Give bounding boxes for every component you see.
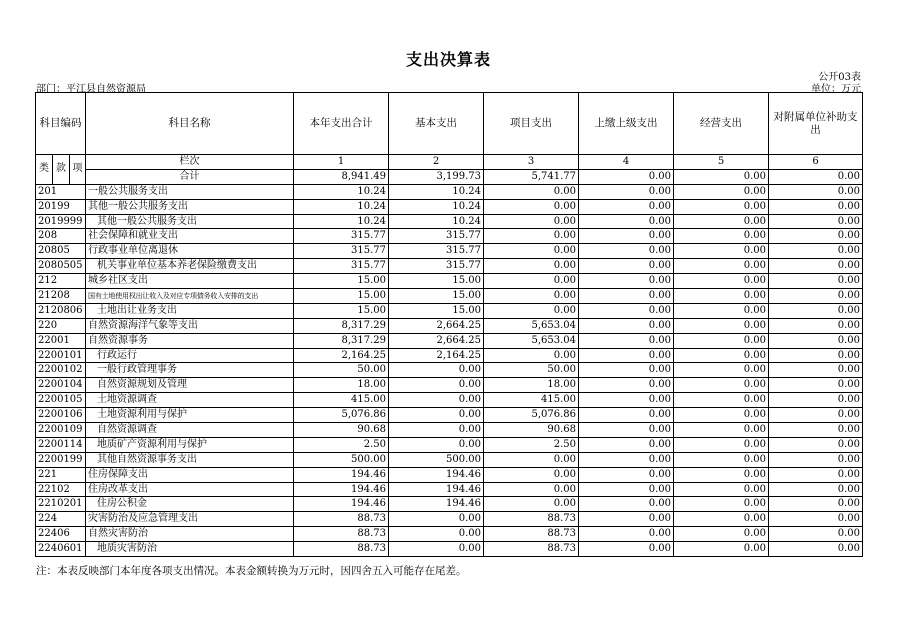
col-number: 5	[674, 155, 769, 170]
amount-cell: 0.00	[484, 452, 579, 467]
col-number: 3	[484, 155, 579, 170]
table-row	[36, 423, 863, 438]
amount-cell: 0.00	[674, 467, 769, 482]
table-row	[36, 348, 863, 363]
amount-cell: 0.00	[579, 184, 674, 199]
table-row	[36, 497, 863, 512]
amount-cell: 0.00	[579, 333, 674, 348]
table-row	[36, 274, 863, 289]
amount-cell: 0.00	[769, 229, 863, 244]
amount-cell: 0.00	[674, 274, 769, 289]
amount-cell: 5,653.04	[484, 333, 579, 348]
table-row	[36, 318, 863, 333]
table-row	[36, 542, 863, 557]
total-value: 5,741.77	[484, 169, 579, 184]
amount-cell: 2.50	[294, 437, 389, 452]
table-row	[36, 184, 863, 199]
amount-cell: 0.00	[389, 527, 484, 542]
amount-cell: 0.00	[579, 423, 674, 438]
subject-code: 201	[36, 184, 86, 199]
amount-cell: 0.00	[674, 482, 769, 497]
subject-code: 20805	[36, 244, 86, 259]
subject-code: 220	[36, 318, 86, 333]
subject-name: 一般公共服务支出	[86, 184, 294, 199]
amount-cell: 0.00	[674, 289, 769, 304]
table-row	[36, 512, 863, 527]
amount-cell: 0.00	[674, 363, 769, 378]
amount-cell: 15.00	[294, 289, 389, 304]
amount-cell: 0.00	[769, 244, 863, 259]
amount-cell: 5,653.04	[484, 318, 579, 333]
subject-name: 自然资源调查	[86, 423, 294, 438]
amount-cell: 315.77	[389, 229, 484, 244]
amount-cell: 2,164.25	[389, 348, 484, 363]
col-number: 1	[294, 155, 389, 170]
amount-cell: 315.77	[389, 244, 484, 259]
amount-cell: 0.00	[579, 542, 674, 557]
table-row	[36, 393, 863, 408]
amount-cell: 0.00	[389, 393, 484, 408]
amount-cell: 0.00	[674, 527, 769, 542]
subject-name: 地质灾害防治	[86, 542, 294, 557]
amount-cell: 0.00	[389, 512, 484, 527]
subject-code: 2200102	[36, 363, 86, 378]
table-row	[36, 482, 863, 497]
amount-cell: 0.00	[484, 259, 579, 274]
amount-cell: 10.24	[294, 184, 389, 199]
amount-cell: 0.00	[769, 452, 863, 467]
subject-name: 其他一般公共服务支出	[86, 199, 294, 214]
amount-cell: 0.00	[674, 184, 769, 199]
amount-cell: 0.00	[769, 333, 863, 348]
amount-cell: 5,076.86	[484, 408, 579, 423]
total-value: 0.00	[769, 169, 863, 184]
table-row	[36, 303, 863, 318]
amount-cell: 88.73	[484, 512, 579, 527]
subject-code: 2200109	[36, 423, 86, 438]
subject-name: 住房公积金	[86, 497, 294, 512]
amount-cell: 0.00	[579, 318, 674, 333]
amount-cell: 0.00	[769, 318, 863, 333]
unit-label: 单位：万元	[811, 84, 861, 95]
table-row	[36, 214, 863, 229]
amount-cell: 50.00	[294, 363, 389, 378]
amount-cell: 0.00	[674, 244, 769, 259]
amount-cell: 0.00	[769, 378, 863, 393]
amount-cell: 0.00	[769, 274, 863, 289]
amount-cell: 15.00	[389, 274, 484, 289]
total-value: 0.00	[579, 169, 674, 184]
table-row	[36, 408, 863, 423]
amount-cell: 0.00	[674, 452, 769, 467]
total-label: 合计	[86, 169, 294, 184]
amount-cell: 0.00	[389, 408, 484, 423]
subject-code: 2200104	[36, 378, 86, 393]
subject-code: 2240601	[36, 542, 86, 557]
amount-cell: 315.77	[389, 259, 484, 274]
amount-cell: 0.00	[484, 289, 579, 304]
amount-cell: 0.00	[769, 184, 863, 199]
amount-cell: 5,076.86	[294, 408, 389, 423]
subject-code: 2080505	[36, 259, 86, 274]
total-value: 0.00	[674, 169, 769, 184]
subject-name: 住房改革支出	[86, 482, 294, 497]
subject-code: 21208	[36, 289, 86, 304]
amount-cell: 10.24	[389, 214, 484, 229]
amount-cell: 0.00	[769, 527, 863, 542]
header-code: 科目编码	[36, 93, 86, 155]
subject-name: 城乡社区支出	[86, 274, 294, 289]
amount-cell: 0.00	[579, 303, 674, 318]
amount-cell: 50.00	[484, 363, 579, 378]
amount-cell: 0.00	[579, 274, 674, 289]
amount-cell: 0.00	[579, 363, 674, 378]
amount-cell: 415.00	[294, 393, 389, 408]
col-number: 4	[579, 155, 674, 170]
header-xiang: 项	[70, 155, 86, 185]
subject-code: 224	[36, 512, 86, 527]
amount-cell: 500.00	[294, 452, 389, 467]
amount-cell: 0.00	[769, 542, 863, 557]
amount-cell: 8,317.29	[294, 333, 389, 348]
amount-cell: 8,317.29	[294, 318, 389, 333]
amount-cell: 0.00	[769, 348, 863, 363]
subject-code: 208	[36, 229, 86, 244]
table-row	[36, 289, 863, 304]
amount-cell: 0.00	[484, 184, 579, 199]
amount-cell: 88.73	[294, 542, 389, 557]
header-col4: 上缴上级支出	[579, 93, 674, 155]
amount-cell: 0.00	[674, 303, 769, 318]
amount-cell: 15.00	[294, 274, 389, 289]
expenditure-table	[35, 92, 863, 557]
amount-cell: 0.00	[674, 378, 769, 393]
amount-cell: 10.24	[294, 199, 389, 214]
amount-cell: 0.00	[579, 244, 674, 259]
amount-cell: 88.73	[294, 512, 389, 527]
header-col1: 本年支出合计	[294, 93, 389, 155]
amount-cell: 0.00	[579, 512, 674, 527]
amount-cell: 0.00	[769, 393, 863, 408]
subject-code: 2200199	[36, 452, 86, 467]
amount-cell: 0.00	[484, 348, 579, 363]
table-row	[36, 378, 863, 393]
subject-name: 自然资源海洋气象等支出	[86, 318, 294, 333]
table-row	[36, 229, 863, 244]
total-row	[36, 169, 863, 184]
subject-code: 2200105	[36, 393, 86, 408]
amount-cell: 0.00	[579, 467, 674, 482]
subject-code: 2200114	[36, 437, 86, 452]
subject-name: 行政运行	[86, 348, 294, 363]
amount-cell: 88.73	[294, 527, 389, 542]
table-row	[36, 452, 863, 467]
subject-code: 22102	[36, 482, 86, 497]
header-col5: 经营支出	[674, 93, 769, 155]
subject-code: 22406	[36, 527, 86, 542]
amount-cell: 88.73	[484, 542, 579, 557]
subject-name: 自然资源事务	[86, 333, 294, 348]
amount-cell: 0.00	[484, 303, 579, 318]
subject-code: 20199	[36, 199, 86, 214]
amount-cell: 10.24	[389, 184, 484, 199]
header-col6: 对附属单位补助支出	[769, 93, 863, 155]
amount-cell: 0.00	[769, 289, 863, 304]
subject-name: 自然资源规划及管理	[86, 378, 294, 393]
amount-cell: 0.00	[484, 214, 579, 229]
subject-name: 住房保障支出	[86, 467, 294, 482]
subject-name: 其他一般公共服务支出	[86, 214, 294, 229]
footnote: 注：本表反映部门本年度各项支出情况。本表金额转换为万元时，因四舍五入可能存在尾差。	[36, 565, 467, 577]
subject-code: 2200101	[36, 348, 86, 363]
amount-cell: 0.00	[389, 423, 484, 438]
header-kuan: 款	[53, 155, 70, 185]
subject-name: 机关事业单位基本养老保险缴费支出	[86, 259, 294, 274]
amount-cell: 0.00	[389, 363, 484, 378]
amount-cell: 0.00	[579, 214, 674, 229]
amount-cell: 0.00	[674, 229, 769, 244]
table-row	[36, 333, 863, 348]
amount-cell: 2,664.25	[389, 318, 484, 333]
amount-cell: 0.00	[674, 199, 769, 214]
amount-cell: 0.00	[674, 393, 769, 408]
amount-cell: 88.73	[484, 527, 579, 542]
amount-cell: 0.00	[674, 437, 769, 452]
subject-code: 22001	[36, 333, 86, 348]
amount-cell: 0.00	[674, 333, 769, 348]
amount-cell: 0.00	[674, 259, 769, 274]
amount-cell: 15.00	[294, 303, 389, 318]
table-row	[36, 199, 863, 214]
amount-cell: 0.00	[769, 512, 863, 527]
amount-cell: 0.00	[674, 318, 769, 333]
amount-cell: 0.00	[579, 378, 674, 393]
subject-code: 2210201	[36, 497, 86, 512]
amount-cell: 0.00	[769, 303, 863, 318]
amount-cell: 0.00	[484, 467, 579, 482]
amount-cell: 0.00	[674, 512, 769, 527]
table-row	[36, 259, 863, 274]
form-code: 公开03表	[818, 72, 861, 83]
amount-cell: 315.77	[294, 229, 389, 244]
amount-cell: 315.77	[294, 259, 389, 274]
amount-cell: 0.00	[579, 437, 674, 452]
amount-cell: 0.00	[769, 259, 863, 274]
page-title: 支出决算表	[405, 50, 491, 69]
amount-cell: 0.00	[389, 378, 484, 393]
amount-cell: 2,164.25	[294, 348, 389, 363]
amount-cell: 0.00	[769, 437, 863, 452]
subject-code: 212	[36, 274, 86, 289]
amount-cell: 15.00	[389, 303, 484, 318]
amount-cell: 0.00	[389, 437, 484, 452]
col-number: 6	[769, 155, 863, 170]
amount-cell: 0.00	[579, 393, 674, 408]
amount-cell: 0.00	[484, 482, 579, 497]
amount-cell: 0.00	[674, 348, 769, 363]
subject-name: 灾害防治及应急管理支出	[86, 512, 294, 527]
amount-cell: 0.00	[674, 542, 769, 557]
header-row	[36, 93, 863, 155]
amount-cell: 0.00	[674, 214, 769, 229]
amount-cell: 0.00	[579, 527, 674, 542]
amount-cell: 0.00	[579, 199, 674, 214]
amount-cell: 0.00	[769, 467, 863, 482]
amount-cell: 0.00	[674, 408, 769, 423]
amount-cell: 0.00	[579, 408, 674, 423]
subject-name: 国有土地使用权出让收入及对应专项债务收入安排的支出	[86, 289, 294, 304]
col-number: 2	[389, 155, 484, 170]
amount-cell: 2.50	[484, 437, 579, 452]
subject-name: 社会保障和就业支出	[86, 229, 294, 244]
amount-cell: 0.00	[484, 274, 579, 289]
table-row	[36, 363, 863, 378]
subject-code: 2019999	[36, 214, 86, 229]
amount-cell: 0.00	[579, 259, 674, 274]
column-number-row	[36, 155, 863, 170]
table-row	[36, 527, 863, 542]
amount-cell: 0.00	[579, 497, 674, 512]
amount-cell: 0.00	[674, 423, 769, 438]
amount-cell: 0.00	[484, 244, 579, 259]
subject-name: 其他自然资源事务支出	[86, 452, 294, 467]
subject-code: 2200106	[36, 408, 86, 423]
amount-cell: 194.46	[389, 497, 484, 512]
amount-cell: 194.46	[294, 497, 389, 512]
subject-name: 自然灾害防治	[86, 527, 294, 542]
amount-cell: 0.00	[579, 452, 674, 467]
lanci-label: 栏次	[86, 155, 294, 170]
amount-cell: 415.00	[484, 393, 579, 408]
subject-name: 行政事业单位离退休	[86, 244, 294, 259]
amount-cell: 500.00	[389, 452, 484, 467]
subject-code: 2120806	[36, 303, 86, 318]
amount-cell: 0.00	[769, 497, 863, 512]
amount-cell: 0.00	[769, 363, 863, 378]
amount-cell: 194.46	[389, 467, 484, 482]
amount-cell: 90.68	[484, 423, 579, 438]
amount-cell: 0.00	[579, 348, 674, 363]
subject-name: 土地资源调查	[86, 393, 294, 408]
table-row	[36, 437, 863, 452]
amount-cell: 0.00	[484, 497, 579, 512]
subject-name: 一般行政管理事务	[86, 363, 294, 378]
subject-name: 土地出让业务支出	[86, 303, 294, 318]
table-row	[36, 244, 863, 259]
amount-cell: 0.00	[769, 408, 863, 423]
subject-name: 地质矿产资源利用与保护	[86, 437, 294, 452]
header-col3: 项目支出	[484, 93, 579, 155]
amount-cell: 194.46	[389, 482, 484, 497]
department-label: 部门：平江县自然资源局	[36, 84, 146, 95]
amount-cell: 0.00	[484, 229, 579, 244]
header-name: 科目名称	[86, 93, 294, 155]
amount-cell: 10.24	[389, 199, 484, 214]
amount-cell: 0.00	[769, 199, 863, 214]
subject-name: 土地资源利用与保护	[86, 408, 294, 423]
amount-cell: 0.00	[769, 423, 863, 438]
table-row	[36, 467, 863, 482]
subject-code: 221	[36, 467, 86, 482]
amount-cell: 0.00	[579, 229, 674, 244]
amount-cell: 15.00	[389, 289, 484, 304]
header-col2: 基本支出	[389, 93, 484, 155]
amount-cell: 0.00	[389, 542, 484, 557]
total-value: 3,199.73	[389, 169, 484, 184]
amount-cell: 194.46	[294, 467, 389, 482]
amount-cell: 18.00	[484, 378, 579, 393]
amount-cell: 315.77	[294, 244, 389, 259]
amount-cell: 0.00	[769, 214, 863, 229]
amount-cell: 0.00	[674, 497, 769, 512]
total-value: 8,941.49	[294, 169, 389, 184]
header-lei: 类	[36, 155, 53, 185]
amount-cell: 10.24	[294, 214, 389, 229]
amount-cell: 2,664.25	[389, 333, 484, 348]
amount-cell: 0.00	[579, 289, 674, 304]
amount-cell: 194.46	[294, 482, 389, 497]
amount-cell: 18.00	[294, 378, 389, 393]
amount-cell: 0.00	[579, 482, 674, 497]
amount-cell: 0.00	[769, 482, 863, 497]
amount-cell: 90.68	[294, 423, 389, 438]
amount-cell: 0.00	[484, 199, 579, 214]
